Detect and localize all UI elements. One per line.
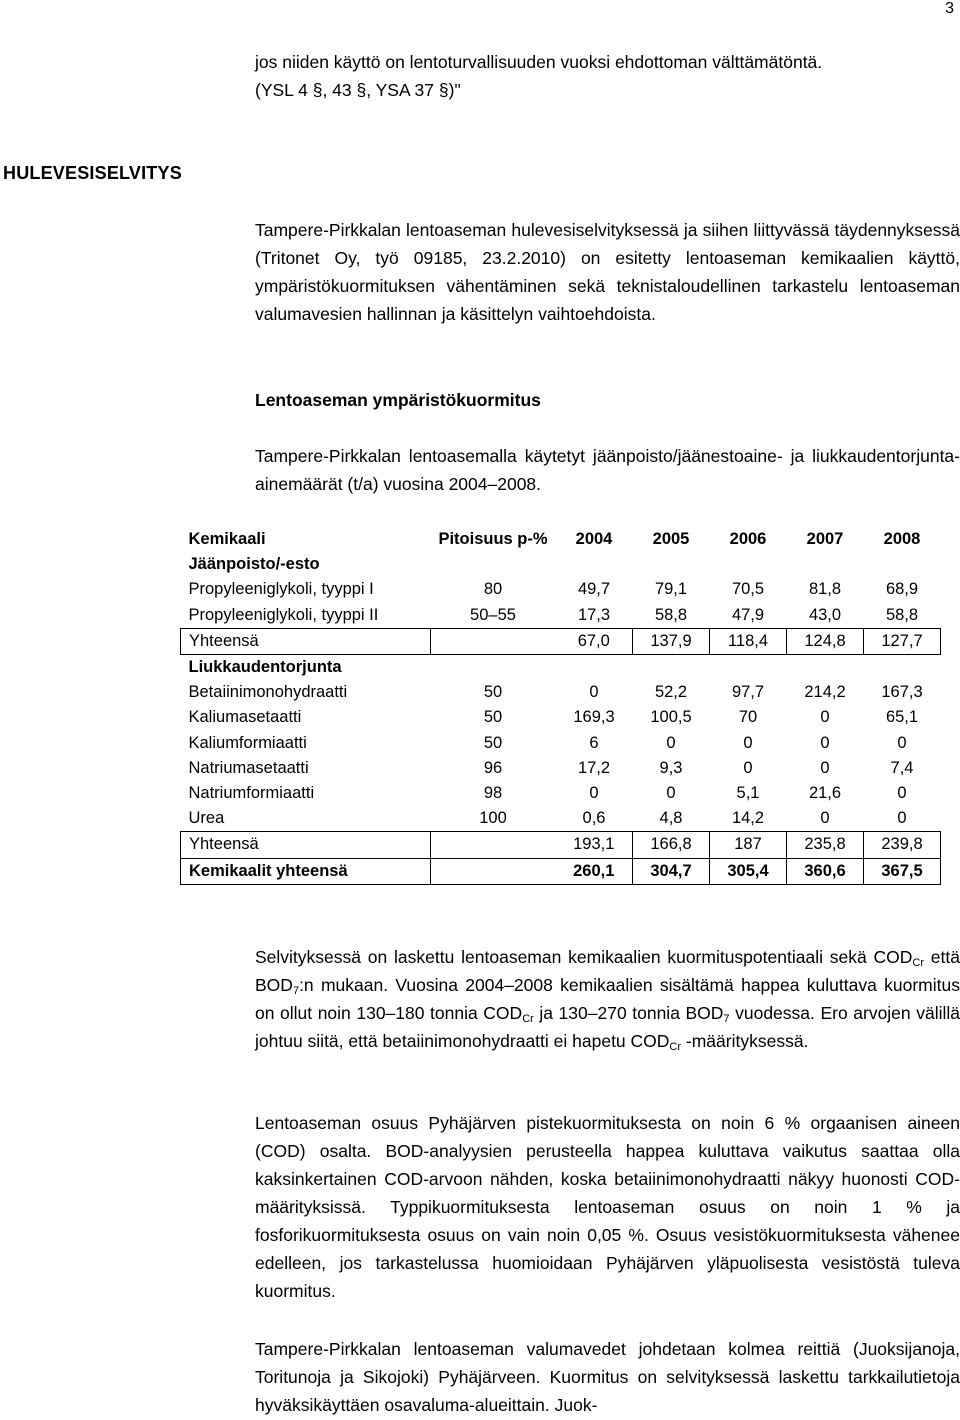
empty-cell	[431, 832, 556, 858]
value-cell: 97,7	[731, 683, 765, 702]
header-concentration: Pitoisuus p-%	[438, 530, 548, 548]
table-row	[181, 731, 941, 756]
subtotal-row	[181, 628, 941, 654]
concentration: 50–55	[470, 605, 516, 624]
grand-total-row	[181, 858, 941, 884]
header-chemical: Kemikaali	[188, 530, 266, 548]
subtotal-row	[181, 832, 941, 858]
intro-line-2: (YSL 4 §, 43 §, YSA 37 §)"	[255, 80, 461, 100]
value-cell: 0	[820, 758, 830, 777]
table-row	[181, 603, 941, 629]
section-title: Liukkaudentorjunta	[188, 658, 342, 677]
chemical-name: Natriumasetaatti	[188, 758, 309, 777]
concentration: 96	[483, 758, 503, 777]
subscript: Cr	[669, 1041, 682, 1053]
value-cell: 0	[820, 733, 830, 752]
section-title: Jäänpoisto/-esto	[188, 555, 320, 574]
table-row	[181, 577, 941, 602]
paragraph-4: Tampere-Pirkkalan lentoaseman valumavedet johdetaan kolmea reittiä (Juoksijanoja, Toritunoja ja Sikojoki) Pyhäjärveen. Kuormitus on selvityksessä laskettu tarkkailutietoja hyväksikäyttäen osavaluma-alueittain. Juok-	[255, 1339, 960, 1415]
value-cell: 58,8	[654, 605, 688, 624]
value-cell: 58,8	[885, 605, 919, 624]
value-cell: 137,9	[633, 628, 710, 654]
subscript: 7	[292, 985, 300, 997]
value-cell: 304,7	[633, 858, 710, 884]
value-cell: 0	[666, 733, 676, 752]
section-heading: HULEVESISELVITYS	[3, 163, 182, 183]
value-cell: 167,3	[881, 683, 923, 702]
subscript: Cr	[912, 957, 925, 969]
concentration: 100	[479, 809, 507, 828]
subscript: Cr	[522, 1013, 534, 1025]
header-year: 2006	[729, 530, 767, 548]
table-row	[181, 705, 941, 730]
value-cell: 70,5	[731, 580, 765, 599]
value-cell: 7,4	[890, 758, 914, 777]
concentration: 50	[483, 708, 503, 727]
paragraph-2-text: :n mukaan. Vuosina 2004–2008 kemikaalien sisältämä happea kuluttava kuormitus on ollut noin 130–180 tonnia COD	[255, 975, 960, 1023]
chemical-name: Kaliumasetaatti	[188, 708, 302, 727]
paragraph-2-text: Selvityksessä on laskettu lentoaseman kemikaalien kuormituspotentiaali sekä COD	[255, 947, 913, 967]
value-cell: 214,2	[804, 683, 846, 702]
grand-total-label: Kemikaalit yhteensä	[181, 858, 431, 884]
value-cell: 0	[897, 809, 907, 828]
section-title-row	[181, 655, 941, 681]
paragraph-2	[255, 943, 960, 1055]
chemicals-table	[180, 527, 941, 885]
value-cell: 47,9	[731, 605, 765, 624]
section-title-row	[181, 552, 941, 577]
value-cell: 118,4	[710, 628, 787, 654]
value-cell: 127,7	[864, 628, 941, 654]
value-cell: 70	[738, 708, 758, 727]
header-year: 2008	[883, 530, 921, 548]
value-cell: 0	[666, 784, 676, 803]
concentration: 98	[483, 784, 503, 803]
value-cell: 43,0	[808, 605, 842, 624]
chemical-name: Urea	[188, 809, 225, 828]
value-cell: 124,8	[787, 628, 864, 654]
value-cell: 187	[710, 832, 787, 858]
value-cell: 14,2	[731, 809, 765, 828]
subtotal-label: Yhteensä	[181, 628, 431, 654]
table-caption: Tampere-Pirkkalan lentoasemalla käytetyt jäänpoisto/jäänestoaine- ja liukkaudentorjunta-ainemäärät (t/a) vuosina 2004–2008.	[255, 446, 960, 494]
value-cell: 0	[897, 784, 907, 803]
value-cell: 17,2	[577, 758, 611, 777]
empty-cell	[431, 628, 556, 654]
value-cell: 169,3	[573, 708, 615, 727]
value-cell: 166,8	[633, 832, 710, 858]
value-cell: 0	[589, 784, 599, 803]
value-cell: 0	[589, 683, 599, 702]
concentration: 50	[483, 733, 503, 752]
value-cell: 235,8	[787, 832, 864, 858]
value-cell: 0	[743, 733, 753, 752]
value-cell: 52,2	[654, 683, 688, 702]
subscript: 7	[723, 1013, 730, 1025]
header-year: 2007	[806, 530, 844, 548]
value-cell: 9,3	[659, 758, 683, 777]
table-row	[181, 680, 941, 705]
value-cell: 49,7	[577, 580, 611, 599]
value-cell: 65,1	[885, 708, 919, 727]
value-cell: 21,6	[808, 784, 842, 803]
paragraph-2-text: -määrityksessä.	[681, 1031, 809, 1051]
concentration: 80	[483, 580, 503, 599]
value-cell: 239,8	[864, 832, 941, 858]
paragraph-2-text: vuodessa. Ero arvojen välillä johtuu siitä, että betaiinimonohydraatti ei hapetu COD	[255, 1003, 960, 1051]
header-year: 2004	[575, 530, 613, 548]
value-cell: 6	[589, 733, 599, 752]
chemical-name: Kaliumformiaatti	[188, 733, 307, 752]
value-cell: 67,0	[556, 628, 633, 654]
chemical-name: Natriumformiaatti	[188, 784, 315, 803]
subtotal-label: Yhteensä	[181, 832, 431, 858]
chemical-name: Propyleeniglykoli, tyyppi I	[188, 580, 374, 599]
value-cell: 305,4	[710, 858, 787, 884]
intro-text	[255, 48, 960, 104]
empty-cell	[431, 858, 556, 884]
value-cell: 0,6	[582, 809, 606, 828]
page-number: 3	[945, 0, 954, 17]
value-cell: 17,3	[577, 605, 611, 624]
value-cell: 68,9	[885, 580, 919, 599]
header-year: 2005	[652, 530, 690, 548]
value-cell: 0	[897, 733, 907, 752]
paragraph-2-text: ja 130–270 tonnia BOD	[533, 1003, 724, 1023]
table-row	[181, 806, 941, 832]
value-cell: 0	[743, 758, 753, 777]
value-cell: 0	[820, 708, 830, 727]
value-cell: 260,1	[556, 858, 633, 884]
table-header-row	[181, 527, 941, 552]
table-row	[181, 781, 941, 806]
subheading: Lentoaseman ympäristökuormitus	[255, 390, 541, 410]
value-cell: 4,8	[659, 809, 683, 828]
concentration: 50	[483, 683, 503, 702]
table-row	[181, 756, 941, 781]
value-cell: 100,5	[650, 708, 692, 727]
value-cell: 0	[820, 809, 830, 828]
value-cell: 367,5	[864, 858, 941, 884]
value-cell: 81,8	[808, 580, 842, 599]
intro-line-1: jos niiden käyttö on lentoturvallisuuden vuoksi ehdottoman välttämätöntä.	[255, 52, 823, 72]
value-cell: 79,1	[654, 580, 688, 599]
paragraph-3: Lentoaseman osuus Pyhäjärven pistekuormituksesta on noin 6 % orgaanisen aineen (COD) osalta. BOD-analyysien perusteella happea kuluttava vaikutus saattaa olla kaksinkertainen COD-arvoon nähden, koska betaiinimonohydraatti näkyy huonosti COD-määrityksissä. Typpikuormituksesta lentoaseman osuus on noin 1 % ja fosforikuormituksesta osuus on vain noin 0,05 %. Osuus vesistökuormituksesta vähenee edelleen, jos tarkastelussa huomioidaan Pyhäjärven yläpuolisesta vesistöstä tuleva kuormitus.	[255, 1113, 960, 1301]
value-cell: 5,1	[736, 784, 760, 803]
chemical-name: Propyleeniglykoli, tyyppi II	[188, 605, 379, 624]
paragraph-2-text: että BOD	[255, 947, 960, 995]
value-cell: 193,1	[556, 832, 633, 858]
chemical-name: Betaiinimonohydraatti	[188, 683, 348, 702]
paragraph-1: Tampere-Pirkkalan lentoaseman hulevesiselvityksessä ja siihen liittyvässä täydennyksessä (Tritonet Oy, työ 09185, 23.2.2010) on esitetty lentoaseman kemikaalien käyttö, ympäristökuormituksen vähentäminen sekä teknistaloudellinen tarkastelu lentoaseman valumavesien hallinnan ja käsittelyn vaihtoehdoista.	[255, 220, 960, 324]
value-cell: 360,6	[787, 858, 864, 884]
